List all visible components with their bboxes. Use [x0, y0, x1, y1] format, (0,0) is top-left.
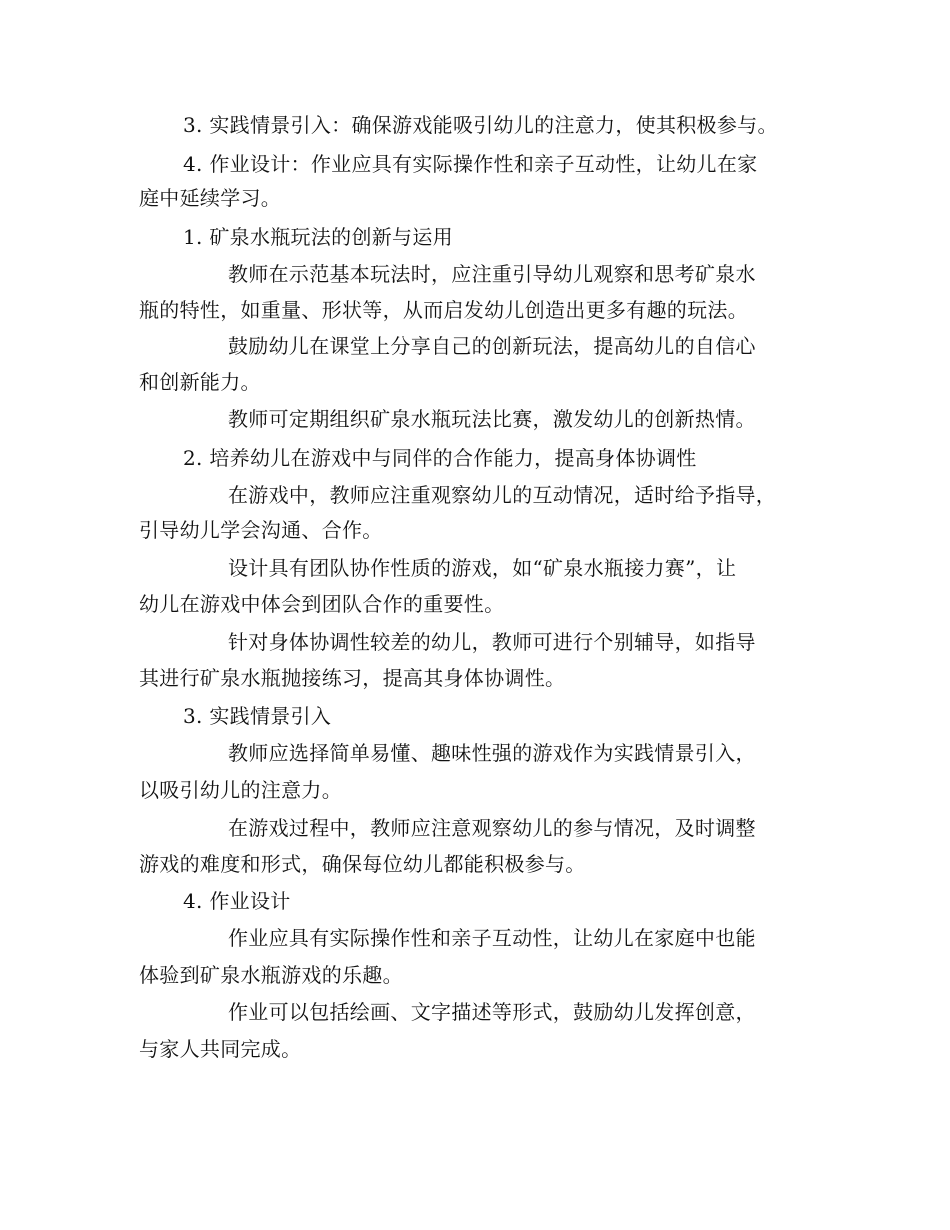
- paragraph-continuation: 与家人共同完成。: [139, 1037, 302, 1061]
- paragraph-line: 鼓励幼儿在课堂上分享自己的创新玩法，提高幼儿的自信心: [228, 334, 756, 358]
- paragraph-line: 作业应具有实际操作性和亲子互动性，让幼儿在家庭中也能: [228, 926, 756, 950]
- paragraph-continuation: 瓶的特性，如重量、形状等，从而启发幼儿创造出更多有趣的玩法。: [139, 298, 748, 322]
- paragraph-continuation: 以吸引幼儿的注意力。: [139, 778, 342, 802]
- paragraph-line: 教师可定期组织矿泉水瓶玩法比赛，激发幼儿的创新热情。: [228, 407, 756, 431]
- list-item-practice-intro: 3. 实践情景引入：确保游戏能吸引幼儿的注意力，使其积极参与。: [183, 113, 778, 137]
- paragraph-continuation: 庭中延续学习。: [139, 186, 282, 210]
- paragraph-line: 在游戏中，教师应注重观察幼儿的互动情况，适时给予指导，: [228, 483, 777, 507]
- section-heading-bottle-play: 1. 矿泉水瓶玩法的创新与运用: [183, 225, 453, 249]
- paragraph-continuation: 其进行矿泉水瓶抛接练习，提高其身体协调性。: [139, 666, 566, 690]
- paragraph-continuation: 和创新能力。: [139, 370, 261, 394]
- paragraph-continuation: 引导幼儿学会沟通、合作。: [139, 518, 383, 542]
- paragraph-line: 在游戏过程中，教师应注意观察幼儿的参与情况，及时调整: [228, 816, 756, 840]
- paragraph-continuation: 幼儿在游戏中体会到团队合作的重要性。: [139, 592, 505, 616]
- paragraph-line: 作业可以包括绘画、文字描述等形式，鼓励幼儿发挥创意，: [228, 1000, 756, 1024]
- section-heading-practice-intro: 3. 实践情景引入: [183, 704, 332, 728]
- paragraph-line: 教师应选择简单易懂、趣味性强的游戏作为实践情景引入，: [228, 741, 756, 765]
- paragraph-line: 针对身体协调性较差的幼儿，教师可进行个别辅导，如指导: [228, 630, 756, 654]
- section-heading-cooperation: 2. 培养幼儿在游戏中与同伴的合作能力，提高身体协调性: [183, 446, 697, 470]
- paragraph-line: 设计具有团队协作性质的游戏，如“矿泉水瓶接力赛”，让: [228, 556, 737, 580]
- list-item-homework-design: 4. 作业设计：作业应具有实际操作性和亲子互动性，让幼儿在家: [183, 152, 758, 176]
- paragraph-continuation: 游戏的难度和形式，确保每位幼儿都能积极参与。: [139, 852, 586, 876]
- section-heading-homework: 4. 作业设计: [183, 889, 291, 913]
- paragraph-line: 教师在示范基本玩法时，应注重引导幼儿观察和思考矿泉水: [228, 262, 756, 286]
- paragraph-continuation: 体验到矿泉水瓶游戏的乐趣。: [139, 963, 403, 987]
